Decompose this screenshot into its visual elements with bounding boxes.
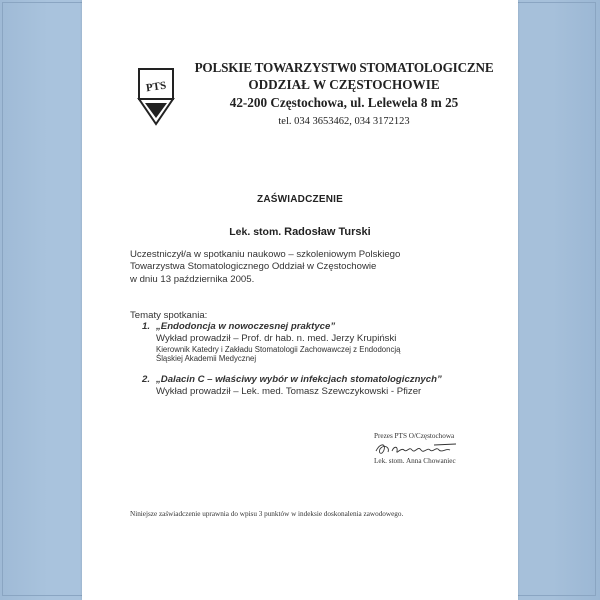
recipient-prefix: Lek. stom. <box>229 226 282 238</box>
topic-number: 2. <box>142 374 151 385</box>
body-line: Towarzystwa Stomatologicznego Oddział w Częstochowie <box>130 261 377 273</box>
topic-number: 1. <box>142 321 151 332</box>
recipient-name: Radosław Turski <box>284 226 371 238</box>
signature-role: Prezes PTS O/Częstochowa <box>374 432 455 440</box>
certificate-body <box>130 249 490 286</box>
topic-item <box>142 321 400 364</box>
certificate-footer: Niniejsze zaświadczenie uprawnia do wpisu 3 punktów w indeksie doskonalenia zawodowego. <box>130 510 404 518</box>
signature-name: Lek. stom. Anna Chowaniec <box>374 457 456 465</box>
organization-address: 42-200 Częstochowa, ul. Lelewela 8 m 25 <box>229 95 459 110</box>
body-line: w dniu 13 października 2005. <box>130 273 255 285</box>
topics-header: Tematy spotkania: <box>130 310 208 321</box>
topic-title: „Endodoncja w nowoczesnej praktyce” <box>156 321 336 332</box>
topic-affiliation: Kierownik Katedry i Zakładu Stomatologii Zachowawczej z Endodoncją <box>156 344 401 354</box>
topic-lecturer: Wykład prowadził – Lek. med. Tomasz Szewczykowski - Pfizer <box>156 385 422 397</box>
pts-logo-text: PTS <box>145 79 167 95</box>
recipient <box>82 226 518 238</box>
pts-logo <box>137 66 175 126</box>
organization-header <box>194 60 494 128</box>
certificate-document <box>82 0 518 600</box>
topic-title: „Dalacin C – właściwy wybór w infekcjach stomatologicznych” <box>156 374 442 385</box>
organization-name-line2: ODDZIAŁ W CZĘSTOCHOWIE <box>248 76 440 92</box>
topic-lecturer: Wykład prowadził – Prof. dr hab. n. med. Jerzy Krupiński <box>156 332 397 344</box>
topic-affiliation: Śląskiej Akademii Medycznej <box>156 354 257 364</box>
organization-phones: tel. 034 3653462, 034 3172123 <box>278 115 410 127</box>
certificate-title: ZAŚWIADCZENIE <box>257 194 343 205</box>
organization-name-line1: POLSKIE TOWARZYSTW0 STOMATOLOGICZNE <box>194 60 494 75</box>
signature-block <box>374 432 484 465</box>
topic-item <box>142 374 442 398</box>
handwritten-signature <box>374 441 464 457</box>
body-line: Uczestniczył/a w spotkaniu naukowo – szkoleniowym Polskiego <box>130 249 401 260</box>
